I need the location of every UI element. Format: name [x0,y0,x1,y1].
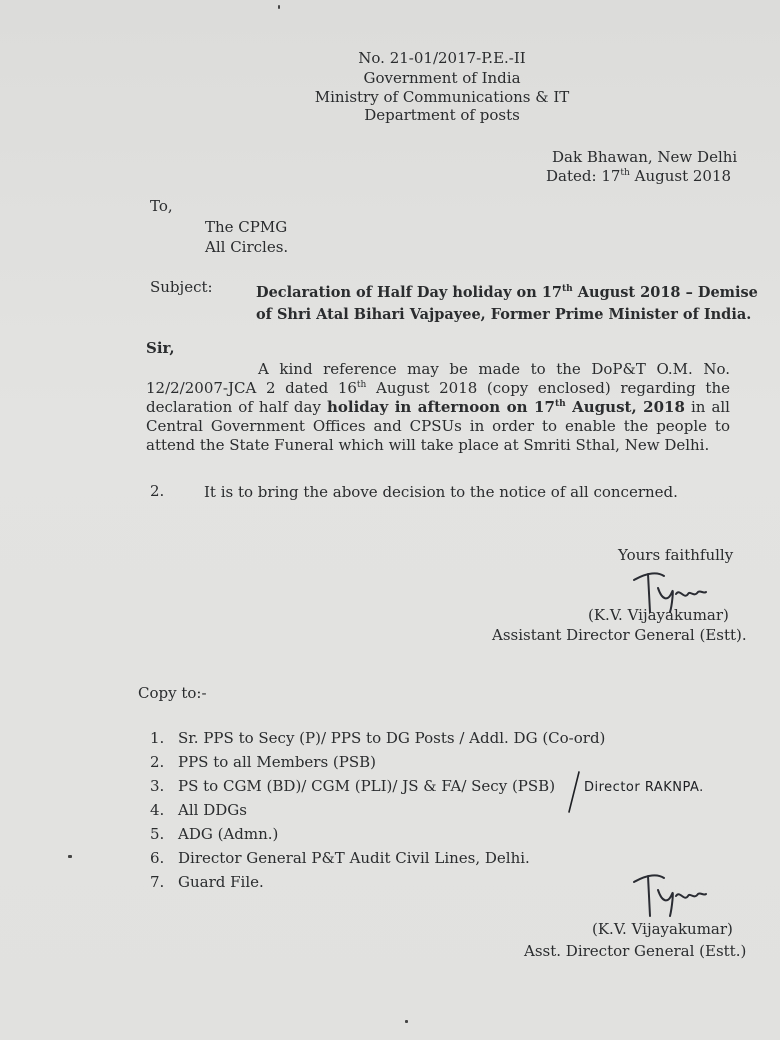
closing: Yours faithfully [618,546,734,564]
dated-label: Dated: [546,167,597,185]
subject-text-a: Declaration of Half Day holiday on 17 [256,284,563,301]
addressee-line-2: All Circles. [205,238,289,256]
salutation: Sir, [146,339,175,357]
para1-text-a: A kind reference may be made to the DoP&T O.M. No. 12/2/2007-JCA 2 dated 16 [146,360,730,397]
to-label: To, [150,197,173,215]
body-paragraph-2: It is to bring the above decision to the notice of all concerned. [204,483,678,501]
addressee-line-1: The CPMG [205,218,288,236]
signatory-2-designation: Asst. Director General (Estt.) [524,942,747,960]
subject-line-2: of Shri Atal Bihari Vajpayee, Former Prime Minister of India. [256,306,752,323]
list-item: 7. Guard File. [150,873,264,891]
handwritten-addition: Director RAKNPA. [584,780,704,795]
para1-bold-a: holiday in afternoon on 17 [326,398,555,416]
list-item: 5. ADG (Admn.) [150,825,279,843]
list-item: 6. Director General P&T Audit Civil Lines, Delhi. [150,849,530,867]
date-line [546,167,731,186]
body-paragraph-1 [146,360,730,455]
list-item: 1. Sr. PPS to Secy (P)/ PPS to DG Posts / Addl. DG (Co-ord) [150,729,606,747]
list-item: 3. PS to CGM (BD)/ CGM (PLI)/ JS & FA/ Secy (PSB) [150,777,556,795]
signature-2-icon [630,866,708,920]
date-month-year: August 2018 [634,167,732,185]
stray-mark [405,1020,408,1023]
date-suffix: th [620,168,630,178]
para2-number: 2. [150,482,165,500]
slash-mark-icon [566,770,582,814]
subject-label: Subject: [150,278,213,296]
para1-bold-b: August, 2018 [565,398,685,416]
department-line: Department of posts [364,106,520,124]
copy-to-list [150,726,605,894]
signatory-1-designation: Assistant Director General (Estt). [492,626,747,644]
stray-mark [68,855,72,858]
subject-line-1 [256,283,758,302]
subject-sup: th [562,284,573,295]
file-number: No. 21-01/2017-P.E.-II [358,49,526,67]
list-item: 2. PPS to all Members (PSB) [150,753,377,771]
date-day: 17 [601,167,621,185]
para1-text-c: in all Central Government Offices and CPSUs in order to enable the people to attend the State Funeral which will take place at Smriti Sthal, New Delhi. [146,398,730,454]
para1-text-b: August 2018 (copy enclosed) regarding the declaration of half day [146,379,730,416]
para1-sup-a: th [356,380,367,390]
list-item: 4. All DDGs [150,801,247,819]
para1-bold-sup: th [554,399,566,409]
government-line: Government of India [363,69,521,87]
signatory-2-name: (K.V. Vijayakumar) [592,920,733,938]
subject-text-b: August 2018 – Demise [577,284,758,301]
signatory-1-name: (K.V. Vijayakumar) [588,606,729,624]
stray-mark [278,5,280,9]
copy-to-heading: Copy to:- [138,684,207,702]
ministry-line: Ministry of Communications & IT [314,88,570,106]
place-line: Dak Bhawan, New Delhi [552,148,738,166]
